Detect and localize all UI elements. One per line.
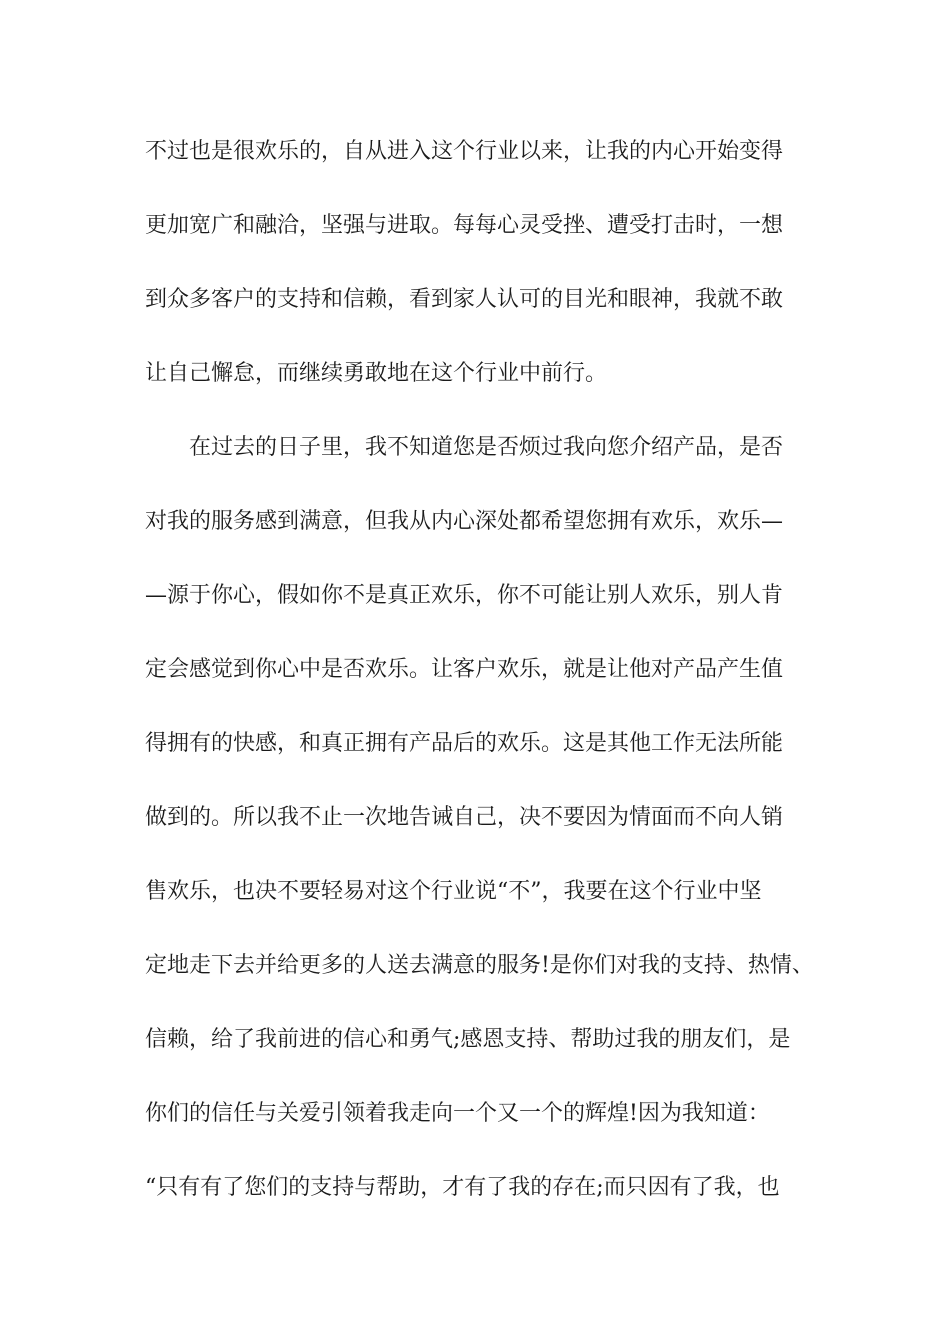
text-line-1: 不过也是很欢乐的，自从进入这个行业以来，让我的内心开始变得 <box>145 139 784 164</box>
text-line-13: 信赖，给了我前进的信心和勇气;感恩支持、帮助过我的朋友们，是 <box>145 1027 791 1052</box>
text-line-3: 到众多客户的支持和信赖，看到家人认可的目光和眼神，我就不敢 <box>145 287 784 312</box>
text-line-15: “只有有了您们的支持与帮助，才有了我的存在;而只因有了我，也 <box>145 1175 780 1200</box>
text-line-4: 让自己懈怠，而继续勇敢地在这个行业中前行。 <box>145 361 608 386</box>
text-line-9: 得拥有的快感，和真正拥有产品后的欢乐。这是其他工作无法所能 <box>145 731 784 756</box>
text-line-12: 定地走下去并给更多的人送去满意的服务!是你们对我的支持、热情、 <box>145 953 814 978</box>
paragraph-start-line: 在过去的日子里，我不知道您是否烦过我向您介绍产品，是否 <box>189 435 784 460</box>
text-line-6: 对我的服务感到满意，但我从内心深处都希望您拥有欢乐，欢乐— <box>145 509 784 534</box>
text-line-2: 更加宽广和融洽，坚强与进取。每每心灵受挫、遭受打击时，一想 <box>145 213 784 238</box>
text-line-11: 售欢乐，也决不要轻易对这个行业说“不”，我要在这个行业中坚 <box>145 879 762 904</box>
text-line-7: —源于你心，假如你不是真正欢乐，你不可能让别人欢乐，别人肯 <box>145 583 784 608</box>
text-line-10: 做到的。所以我不止一次地告诫自己，决不要因为情面而不向人销 <box>145 805 784 830</box>
text-line-14: 你们的信任与关爱引领着我走向一个又一个的辉煌!因为我知道： <box>145 1101 770 1126</box>
text-line-8: 定会感觉到你心中是否欢乐。让客户欢乐，就是让他对产品产生值 <box>145 657 784 682</box>
